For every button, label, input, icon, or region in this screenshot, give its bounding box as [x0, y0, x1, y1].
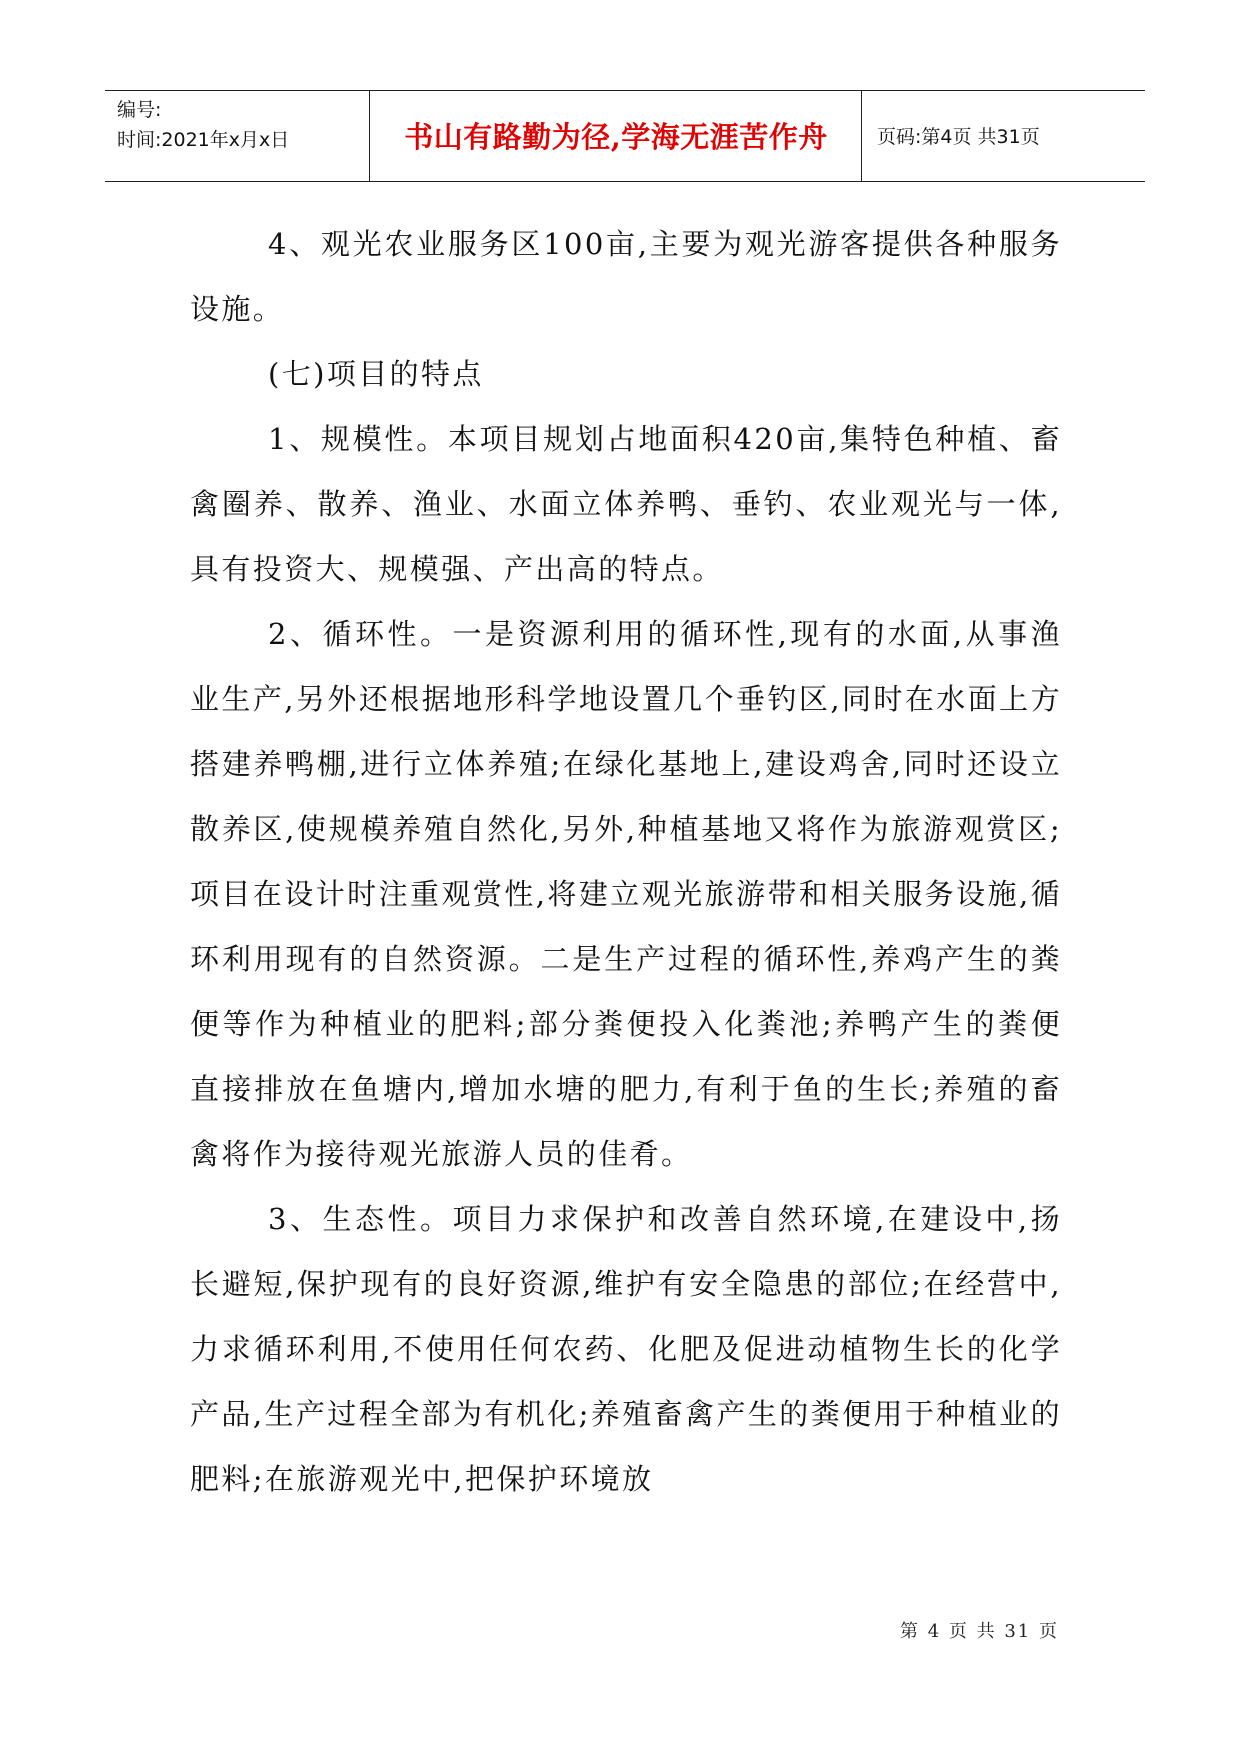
header-divider [861, 91, 862, 181]
header-divider [369, 91, 370, 181]
header-meta [117, 95, 289, 155]
page-footer: 第 4 页 共 31 页 [900, 1621, 1059, 1642]
document-body [190, 212, 1062, 1512]
page-header [105, 90, 1145, 182]
section-heading-features: (七)项目的特点 [268, 357, 484, 391]
paragraph-scale: 1、规模性。本项目规划占地面积420亩,集特色种植、畜禽圈养、散养、渔业、水面立体养鸭、垂钓、农业观光与一体,具有投资大、规模强、产出高的特点。 [190, 422, 1062, 586]
header-motto: 书山有路勤为径,学海无涯苦作舟 [404, 120, 828, 154]
paragraph-circularity: 2、循环性。一是资源利用的循环性,现有的水面,从事渔业生产,另外还根据地形科学地设置几个垂钓区,同时在水面上方搭建养鸭棚,进行立体养殖;在绿化基地上,建设鸡舍,同时还设立散养区,使规模养殖自然化,另外,种植基地又将作为旅游观赏区;项目在设计时注重观赏性,将建立观光旅游带和相关服务设施,循环利用现有的自然资源。二是生产过程的循环性,养鸡产生的粪便等作为种植业的肥料;部分粪便投入化粪池;养鸭产生的粪便直接排放在鱼塘内,增加水塘的肥力,有利于鱼的生长;养殖的畜禽将作为接待观光旅游人员的佳肴。 [190, 617, 1062, 1171]
paragraph-service-area: 4、观光农业服务区100亩,主要为观光游客提供各种服务设施。 [190, 227, 1062, 326]
paragraph-ecology: 3、生态性。项目力求保护和改善自然环境,在建设中,扬长避短,保护现有的良好资源,维护有安全隐患的部位;在经营中,力求循环利用,不使用任何农药、化肥及促进动植物生长的化学产品,生产过程全部为有机化;养殖畜禽产生的粪便用于种植业的肥料;在旅游观光中,把保护环境放 [190, 1202, 1062, 1496]
document-number-label: 编号: [117, 99, 162, 121]
header-page-number: 页码:第4页 共31页 [877, 126, 1040, 148]
document-time-label: 时间:2021年x月x日 [117, 129, 290, 151]
